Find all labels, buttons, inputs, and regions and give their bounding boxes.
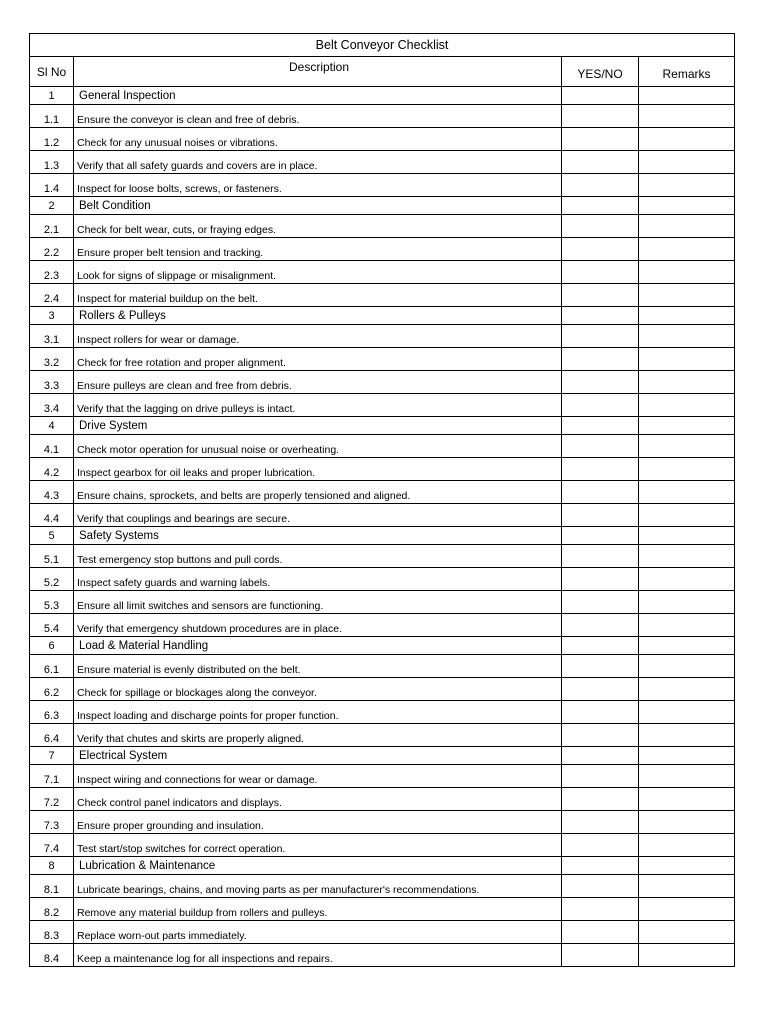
yes-no-cell[interactable] xyxy=(562,325,639,348)
checklist-item-row xyxy=(30,151,735,174)
checklist-item-row xyxy=(30,724,735,747)
yes-no-cell[interactable] xyxy=(562,128,639,151)
item-description: Inspect safety guards and warning labels. xyxy=(74,568,562,591)
checklist-item-row xyxy=(30,128,735,151)
checklist-item-row xyxy=(30,678,735,701)
item-number: 3.1 xyxy=(30,325,74,348)
section-number: 8 xyxy=(30,857,74,875)
item-number: 3.2 xyxy=(30,348,74,371)
yes-no-cell[interactable] xyxy=(562,875,639,898)
item-number: 6.4 xyxy=(30,724,74,747)
yes-no-cell[interactable] xyxy=(562,371,639,394)
remarks-cell[interactable] xyxy=(639,481,735,504)
yes-no-cell[interactable] xyxy=(562,458,639,481)
yes-no-cell[interactable] xyxy=(562,197,639,215)
yes-no-cell[interactable] xyxy=(562,898,639,921)
item-number: 8.3 xyxy=(30,921,74,944)
item-description: Replace worn-out parts immediately. xyxy=(74,921,562,944)
item-number: 2.4 xyxy=(30,284,74,307)
item-description: Verify that the lagging on drive pulleys is intact. xyxy=(74,394,562,417)
item-number: 1.3 xyxy=(30,151,74,174)
description-header: Description xyxy=(74,57,562,87)
section-number: 5 xyxy=(30,527,74,545)
remarks-cell[interactable] xyxy=(639,394,735,417)
checklist-item-row xyxy=(30,458,735,481)
item-number: 2.3 xyxy=(30,261,74,284)
remarks-cell[interactable] xyxy=(639,898,735,921)
remarks-cell[interactable] xyxy=(639,944,735,967)
item-number: 4.4 xyxy=(30,504,74,527)
item-number: 5.2 xyxy=(30,568,74,591)
section-title: Safety Systems xyxy=(74,527,562,545)
item-description: Ensure all limit switches and sensors are functioning. xyxy=(74,591,562,614)
checklist-item-row xyxy=(30,944,735,967)
remarks-cell[interactable] xyxy=(639,614,735,637)
item-description: Ensure proper grounding and insulation. xyxy=(74,811,562,834)
title-row xyxy=(30,34,735,57)
remarks-cell[interactable] xyxy=(639,504,735,527)
yes-no-cell[interactable] xyxy=(562,527,639,545)
remarks-cell[interactable] xyxy=(639,527,735,545)
section-title: Rollers & Pulleys xyxy=(74,307,562,325)
yes-no-cell[interactable] xyxy=(562,348,639,371)
yes-no-cell[interactable] xyxy=(562,747,639,765)
item-number: 3.4 xyxy=(30,394,74,417)
remarks-cell[interactable] xyxy=(639,128,735,151)
item-number: 6.2 xyxy=(30,678,74,701)
checklist-item-row xyxy=(30,504,735,527)
item-description: Inspect rollers for wear or damage. xyxy=(74,325,562,348)
checklist-item-row xyxy=(30,875,735,898)
yes-no-cell[interactable] xyxy=(562,545,639,568)
section-number: 6 xyxy=(30,637,74,655)
section-row xyxy=(30,417,735,435)
item-description: Check control panel indicators and displays. xyxy=(74,788,562,811)
remarks-cell[interactable] xyxy=(639,857,735,875)
item-description: Check for belt wear, cuts, or fraying edges. xyxy=(74,215,562,238)
yes-no-cell[interactable] xyxy=(562,105,639,128)
item-number: 2.2 xyxy=(30,238,74,261)
item-description: Keep a maintenance log for all inspections and repairs. xyxy=(74,944,562,967)
section-title: Electrical System xyxy=(74,747,562,765)
yes-no-cell[interactable] xyxy=(562,765,639,788)
checklist-item-row xyxy=(30,325,735,348)
section-number: 1 xyxy=(30,87,74,105)
remarks-cell[interactable] xyxy=(639,724,735,747)
yes-no-cell[interactable] xyxy=(562,261,639,284)
remarks-cell[interactable] xyxy=(639,921,735,944)
remarks-cell[interactable] xyxy=(639,637,735,655)
yes-no-cell[interactable] xyxy=(562,215,639,238)
remarks-cell[interactable] xyxy=(639,417,735,435)
item-description: Lubricate bearings, chains, and moving parts as per manufacturer's recommendations. xyxy=(74,875,562,898)
item-description: Verify that all safety guards and covers are in place. xyxy=(74,151,562,174)
checklist-item-row xyxy=(30,568,735,591)
item-number: 4.2 xyxy=(30,458,74,481)
remarks-cell[interactable] xyxy=(639,174,735,197)
sl-no-header: Sl No xyxy=(30,57,74,87)
yes-no-cell[interactable] xyxy=(562,238,639,261)
remarks-cell[interactable] xyxy=(639,87,735,105)
yes-no-cell[interactable] xyxy=(562,678,639,701)
remarks-cell[interactable] xyxy=(639,215,735,238)
checklist-title: Belt Conveyor Checklist xyxy=(30,34,735,57)
yes-no-cell[interactable] xyxy=(562,435,639,458)
yes-no-header: YES/NO xyxy=(562,57,639,87)
item-description: Ensure material is evenly distributed on the belt. xyxy=(74,655,562,678)
remarks-cell[interactable] xyxy=(639,325,735,348)
item-number: 5.3 xyxy=(30,591,74,614)
yes-no-cell[interactable] xyxy=(562,811,639,834)
item-number: 5.4 xyxy=(30,614,74,637)
remarks-cell[interactable] xyxy=(639,788,735,811)
item-description: Test emergency stop buttons and pull cords. xyxy=(74,545,562,568)
item-number: 8.4 xyxy=(30,944,74,967)
remarks-cell[interactable] xyxy=(639,655,735,678)
yes-no-cell[interactable] xyxy=(562,921,639,944)
yes-no-cell[interactable] xyxy=(562,307,639,325)
remarks-cell[interactable] xyxy=(639,307,735,325)
yes-no-cell[interactable] xyxy=(562,568,639,591)
section-row xyxy=(30,747,735,765)
remarks-cell[interactable] xyxy=(639,105,735,128)
checklist-item-row xyxy=(30,591,735,614)
item-number: 1.2 xyxy=(30,128,74,151)
checklist-item-row xyxy=(30,545,735,568)
section-title: General Inspection xyxy=(74,87,562,105)
checklist-item-row xyxy=(30,105,735,128)
yes-no-cell[interactable] xyxy=(562,637,639,655)
remarks-cell[interactable] xyxy=(639,875,735,898)
checklist-item-row xyxy=(30,394,735,417)
checklist-item-row xyxy=(30,435,735,458)
checklist-item-row xyxy=(30,238,735,261)
item-description: Verify that chutes and skirts are properly aligned. xyxy=(74,724,562,747)
item-number: 5.1 xyxy=(30,545,74,568)
item-description: Ensure chains, sprockets, and belts are properly tensioned and aligned. xyxy=(74,481,562,504)
checklist-item-row xyxy=(30,614,735,637)
item-description: Remove any material buildup from rollers and pulleys. xyxy=(74,898,562,921)
header-row xyxy=(30,57,735,87)
item-description: Inspect loading and discharge points for proper function. xyxy=(74,701,562,724)
checklist-item-row xyxy=(30,174,735,197)
item-number: 4.1 xyxy=(30,435,74,458)
section-row xyxy=(30,857,735,875)
item-number: 7.4 xyxy=(30,834,74,857)
checklist-item-row xyxy=(30,284,735,307)
section-row xyxy=(30,307,735,325)
item-description: Ensure pulleys are clean and free from debris. xyxy=(74,371,562,394)
item-description: Check for free rotation and proper alignment. xyxy=(74,348,562,371)
yes-no-cell[interactable] xyxy=(562,701,639,724)
checklist-item-row xyxy=(30,215,735,238)
item-description: Ensure the conveyor is clean and free of debris. xyxy=(74,105,562,128)
yes-no-cell[interactable] xyxy=(562,834,639,857)
remarks-header: Remarks xyxy=(639,57,735,87)
section-row xyxy=(30,87,735,105)
item-number: 8.1 xyxy=(30,875,74,898)
remarks-cell[interactable] xyxy=(639,834,735,857)
section-title: Drive System xyxy=(74,417,562,435)
checklist-item-row xyxy=(30,348,735,371)
checklist-table xyxy=(29,33,735,967)
remarks-cell[interactable] xyxy=(639,568,735,591)
checklist-item-row xyxy=(30,261,735,284)
remarks-cell[interactable] xyxy=(639,811,735,834)
item-number: 6.3 xyxy=(30,701,74,724)
remarks-cell[interactable] xyxy=(639,435,735,458)
checklist-item-row xyxy=(30,898,735,921)
checklist-item-row xyxy=(30,371,735,394)
yes-no-cell[interactable] xyxy=(562,87,639,105)
remarks-cell[interactable] xyxy=(639,591,735,614)
section-title: Load & Material Handling xyxy=(74,637,562,655)
remarks-cell[interactable] xyxy=(639,261,735,284)
checklist-item-row xyxy=(30,765,735,788)
section-number: 3 xyxy=(30,307,74,325)
yes-no-cell[interactable] xyxy=(562,481,639,504)
section-title: Belt Condition xyxy=(74,197,562,215)
item-number: 1.4 xyxy=(30,174,74,197)
item-description: Inspect for loose bolts, screws, or fasteners. xyxy=(74,174,562,197)
item-description: Test start/stop switches for correct operation. xyxy=(74,834,562,857)
remarks-cell[interactable] xyxy=(639,284,735,307)
section-number: 7 xyxy=(30,747,74,765)
remarks-cell[interactable] xyxy=(639,458,735,481)
yes-no-cell[interactable] xyxy=(562,614,639,637)
remarks-cell[interactable] xyxy=(639,747,735,765)
remarks-cell[interactable] xyxy=(639,545,735,568)
item-description: Check motor operation for unusual noise or overheating. xyxy=(74,435,562,458)
section-row xyxy=(30,197,735,215)
item-description: Inspect for material buildup on the belt. xyxy=(74,284,562,307)
checklist-item-row xyxy=(30,701,735,724)
checklist-item-row xyxy=(30,834,735,857)
section-row xyxy=(30,527,735,545)
yes-no-cell[interactable] xyxy=(562,394,639,417)
yes-no-cell[interactable] xyxy=(562,857,639,875)
section-row xyxy=(30,637,735,655)
remarks-cell[interactable] xyxy=(639,197,735,215)
item-description: Check for any unusual noises or vibrations. xyxy=(74,128,562,151)
item-description: Verify that couplings and bearings are secure. xyxy=(74,504,562,527)
item-description: Check for spillage or blockages along the conveyor. xyxy=(74,678,562,701)
item-number: 7.1 xyxy=(30,765,74,788)
yes-no-cell[interactable] xyxy=(562,504,639,527)
yes-no-cell[interactable] xyxy=(562,151,639,174)
remarks-cell[interactable] xyxy=(639,348,735,371)
checklist-item-row xyxy=(30,921,735,944)
yes-no-cell[interactable] xyxy=(562,174,639,197)
item-description: Inspect wiring and connections for wear or damage. xyxy=(74,765,562,788)
item-number: 2.1 xyxy=(30,215,74,238)
remarks-cell[interactable] xyxy=(639,765,735,788)
item-description: Verify that emergency shutdown procedures are in place. xyxy=(74,614,562,637)
remarks-cell[interactable] xyxy=(639,678,735,701)
remarks-cell[interactable] xyxy=(639,701,735,724)
item-number: 3.3 xyxy=(30,371,74,394)
yes-no-cell[interactable] xyxy=(562,284,639,307)
yes-no-cell[interactable] xyxy=(562,788,639,811)
item-description: Ensure proper belt tension and tracking. xyxy=(74,238,562,261)
item-number: 4.3 xyxy=(30,481,74,504)
remarks-cell[interactable] xyxy=(639,371,735,394)
remarks-cell[interactable] xyxy=(639,151,735,174)
yes-no-cell[interactable] xyxy=(562,417,639,435)
item-number: 7.3 xyxy=(30,811,74,834)
section-number: 4 xyxy=(30,417,74,435)
checklist-item-row xyxy=(30,655,735,678)
yes-no-cell[interactable] xyxy=(562,591,639,614)
checklist-item-row xyxy=(30,811,735,834)
item-number: 6.1 xyxy=(30,655,74,678)
section-number: 2 xyxy=(30,197,74,215)
checklist-item-row xyxy=(30,788,735,811)
yes-no-cell[interactable] xyxy=(562,944,639,967)
item-number: 7.2 xyxy=(30,788,74,811)
checklist-item-row xyxy=(30,481,735,504)
item-number: 1.1 xyxy=(30,105,74,128)
item-description: Inspect gearbox for oil leaks and proper lubrication. xyxy=(74,458,562,481)
yes-no-cell[interactable] xyxy=(562,724,639,747)
remarks-cell[interactable] xyxy=(639,238,735,261)
item-number: 8.2 xyxy=(30,898,74,921)
item-description: Look for signs of slippage or misalignment. xyxy=(74,261,562,284)
section-title: Lubrication & Maintenance xyxy=(74,857,562,875)
yes-no-cell[interactable] xyxy=(562,655,639,678)
